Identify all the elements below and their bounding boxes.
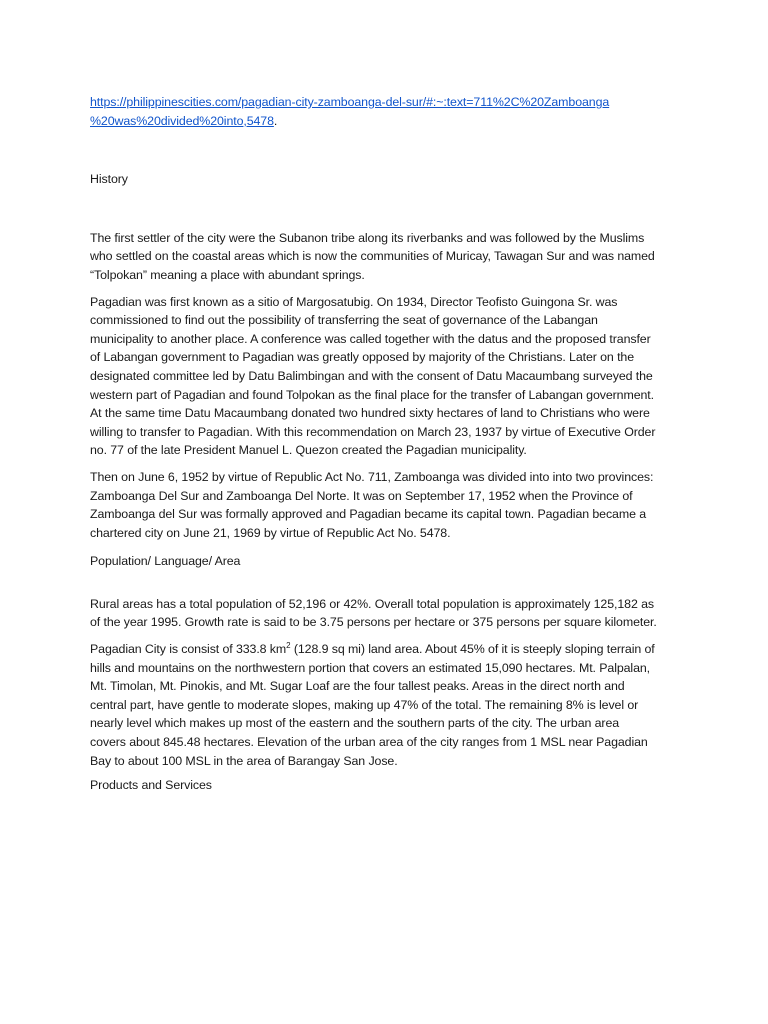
spacer	[90, 542, 658, 552]
spacer	[90, 571, 658, 595]
area-text-start: Pagadian City is consist of 333.8 km	[90, 642, 287, 657]
products-heading: Products and Services	[90, 778, 212, 793]
history-paragraph-1: The first settler of the city were the Subanon tribe along its riverbanks and was followed by the Muslims who settled on the coastal areas which is now the communities of Muricay, Tawagan Sur and was named “Tolpokan” meaning a place with abundant springs.	[90, 230, 655, 282]
source-link-line1[interactable]: https://philippinescities.com/pagadian-city-zamboanga-del-sur/#:~:text=711%2C%20Zamboanga	[90, 95, 610, 109]
source-link[interactable]	[90, 95, 609, 128]
history-paragraph-3: Then on June 6, 1952 by virtue of Republic Act No. 711, Zamboanga was divided into into two provinces: Zamboanga Del Sur and Zamboanga Del Norte. It was on September 17, 1952 when the Province of Zamboanga del Sur was formally approved and Pagadian became its capital town. Pagadian became a chartered city on June 21, 1969 by virtue of Republic Act No. 5478.	[90, 469, 654, 540]
source-link-period: .	[273, 113, 278, 128]
spacer	[90, 285, 658, 293]
population-heading: Population/ Language/ Area	[90, 554, 241, 569]
area-text-rest: (128.9 sq mi) land area. About 45% of it is steeply sloping terrain of hills and mountains on the northwestern portion that covers an estimated 15,090 hectares. Mt. Palpalan, Mt. Timolan, Mt. Pinokis, and Mt. Sugar Loaf are the four tallest peaks. Areas in the direct north and central part, have gentle to moderate slopes, making up 47% of the total. The remaining 8% is level or nearly level which makes up most of the eastern and the southern parts of the city. The urban area covers about 845.48 hectares. Elevation of the urban area of the city ranges from 1 MSL near Pagadian Bay to about 100 MSL in the area of Barangay San Jose.	[90, 642, 655, 768]
spacer	[90, 460, 658, 468]
spacer	[90, 189, 658, 229]
spacer	[90, 632, 658, 640]
population-paragraph: Rural areas has a total population of 52,196 or 42%. Overall total population is approximately 125,182 as of the year 1995. Growth rate is said to be 3.75 persons per hectare or 375 persons per square kilometer.	[90, 596, 657, 630]
area-superscript: 2	[286, 640, 291, 650]
spacer	[90, 130, 658, 170]
source-link-line2[interactable]: %20was%20divided%20into,5478	[90, 113, 274, 128]
source-link-paragraph	[90, 93, 658, 130]
history-heading: History	[90, 172, 128, 187]
document-page	[90, 93, 658, 795]
history-paragraph-2: Pagadian was first known as a sitio of Margosatubig. On 1934, Director Teofisto Guingona Sr. was commissioned to find out the possibility of transferring the seat of governance of the Labangan municipality to another place. A conference was called together with the datus and the proposed transfer of Labangan government to Pagadian was greatly opposed by majority of the Christians. Later on the designated committee led by Datu Balimbingan and with the consent of Datu Macaumbang surveyed the western part of Pagadian and found Tolpokan as the final place for the transfer of Labangan government. At the same time Datu Macaumbang donated two hundred sixty hectares of land to Christians who were willing to transfer to Pagadian. With this recommendation on March 23, 1937 by virtue of Executive Order no. 77 of the late President Manuel L. Quezon created the Pagadian municipality.	[90, 294, 656, 458]
area-paragraph	[90, 640, 658, 770]
